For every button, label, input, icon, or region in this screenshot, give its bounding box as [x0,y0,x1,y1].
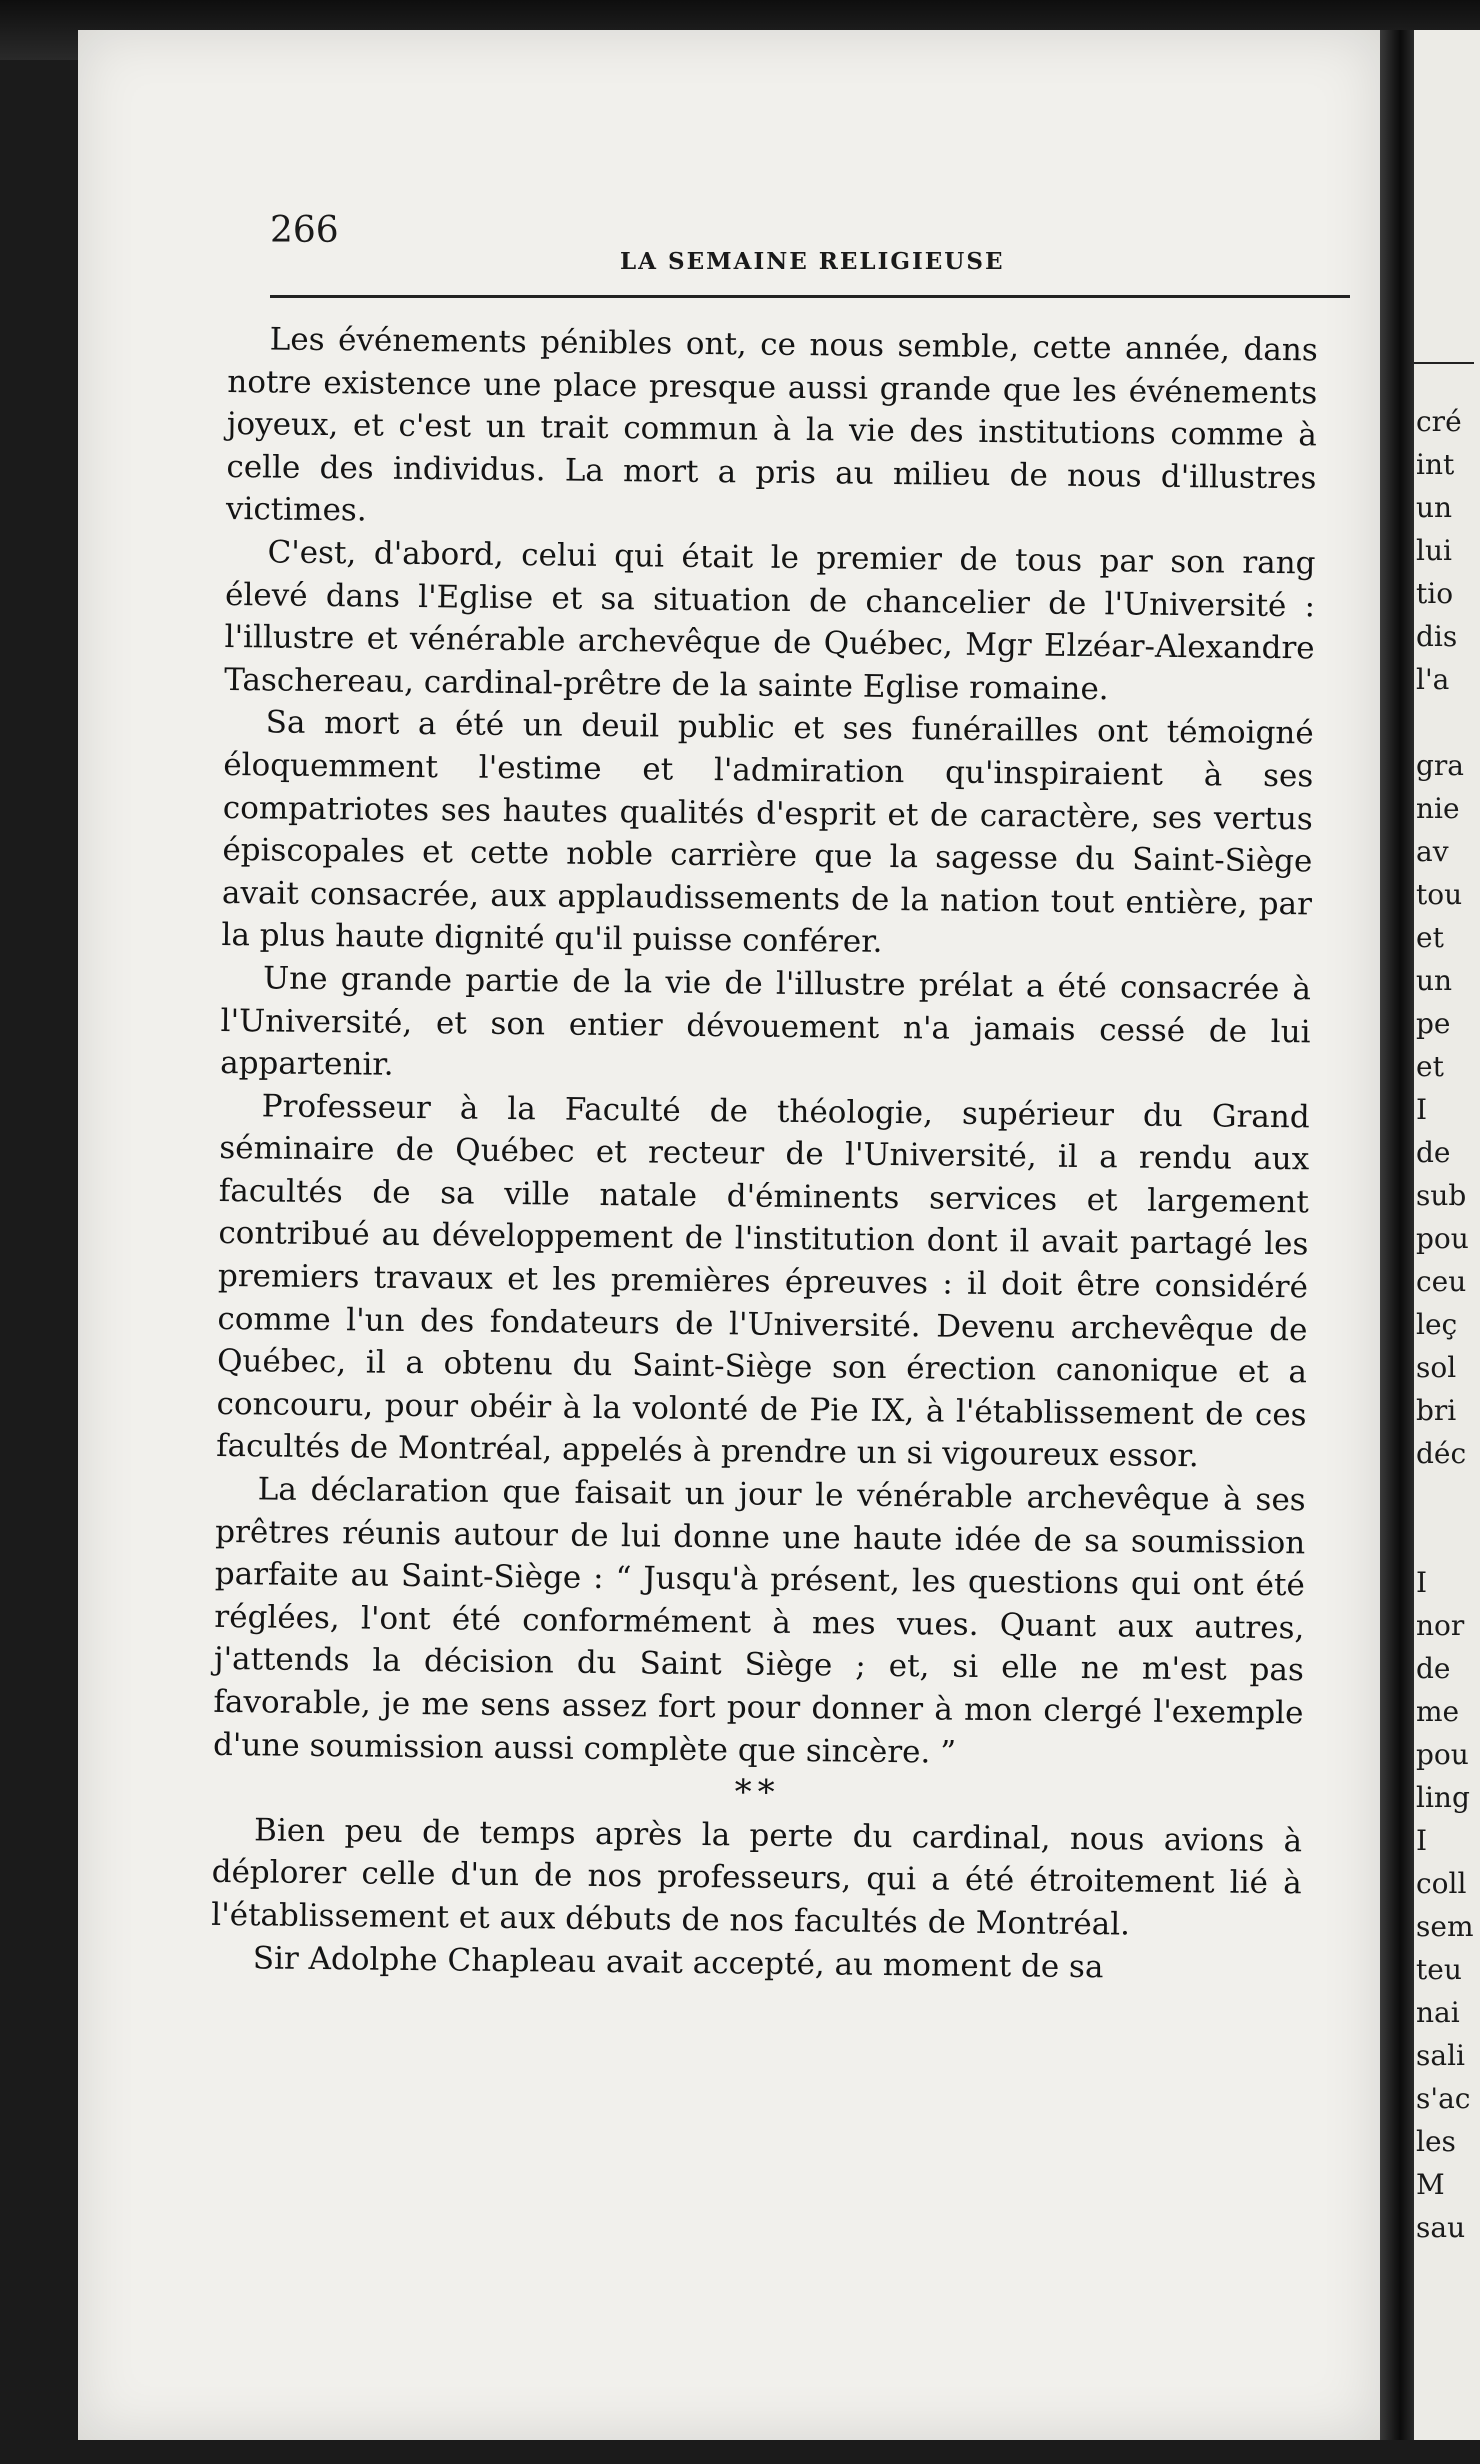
paragraph: C'est, d'abord, celui qui était le premier de tous par son rang élevé dans l'Eglise et sa situation de chancelier de l'Université : l'illustre et vénérable archevêque de Québec, Mgr Elzéar-Alexandre Taschereau, cardinal-prêtre de la sainte Eglise romaine. [224,534,1316,707]
paragraph: Sir Adolphe Chapleau avait accepté, au moment de sa [252,1939,1104,1985]
paragraph: Professeur à la Faculté de théologie, supérieur du Grand séminaire de Québec et recteur de l'Université, il a rendu aux facultés de sa ville natale d'éminents services et largement contribué au développement de l'institution dont il avait partagé les premiers travaux et les premières épreuves : il doit être considéré comme l'un des fondateurs de l'Université. Devenu archevêque de Québec, il a obtenu du Saint-Siège son érection canonique et a concouru, pour obéir à la volonté de Pie IX, à l'établissement de ces facultés de Montréal, appelés à prendre un si vigoureux essor. [215,1088,1310,1475]
page-header [270,210,1310,280]
next-page-edge [1414,30,1480,2440]
section-separator: ** [734,1772,781,1814]
next-page-fragments: cré int un lui tio dis l'a gra nie av tou et un pe et I de sub pou ceu leç sol bri déc I nor de me pou ling I coll sem teu nai sali s'ac les M sau [1416,405,1474,2244]
paragraph: Les événements pénibles ont, ce nous semble, cette année, dans notre existence une place presque aussi grande que les événements joyeux, et c'est un trait commun à la vie des institutions comme à celle des individus. La mort a pris au milieu de nous d'illustres victimes. [225,321,1318,529]
running-title: LA SEMAINE RELIGIEUSE [620,248,1005,275]
book-gutter [1380,30,1414,2440]
paragraph: Bien peu de temps après la perte du cardinal, nous avions à déplorer celle d'un de nos professeurs, qui a été étroitement lié à l'établissement et aux débuts de nos facultés de Montréal. [211,1812,1303,1943]
header-rule [270,295,1350,298]
body-text [211,318,1318,1990]
paragraph: Sa mort a été un deuil public et ses funérailles ont témoigné éloquemment l'estime et l'admiration qu'inspiraient à ses compatriotes ses hautes qualités d'esprit et de caractère, ses vertus épiscopales et cette noble carrière que la sagesse du Saint-Siège avait consacrée, aux applaudissements de la nation tout entière, par la plus haute dignité qu'il puisse conférer. [221,704,1314,961]
page-number: 266 [270,210,339,251]
paragraph: La déclaration que faisait un jour le vénérable archevêque à ses prêtres réunis autour de lui donne une haute idée de sa soumission parfaite au Saint-Siège : “ Jusqu'à présent, les questions qui ont été réglées, l'ont été conformément à mes vues. Quant aux autres, j'attends la décision du Saint Siège ; et, si elle ne m'est pas favorable, je me sens assez fort pour donner à mon clergé l'exemple d'une soumission aussi complète que sincère. ” [212,1471,1306,1771]
paragraph: Une grande partie de la vie de l'illustre prélat a été consacrée à l'Université, et son entier dévouement n'a jamais cessé de lui appartenir. [220,960,1312,1083]
next-page-rule [1414,362,1474,364]
